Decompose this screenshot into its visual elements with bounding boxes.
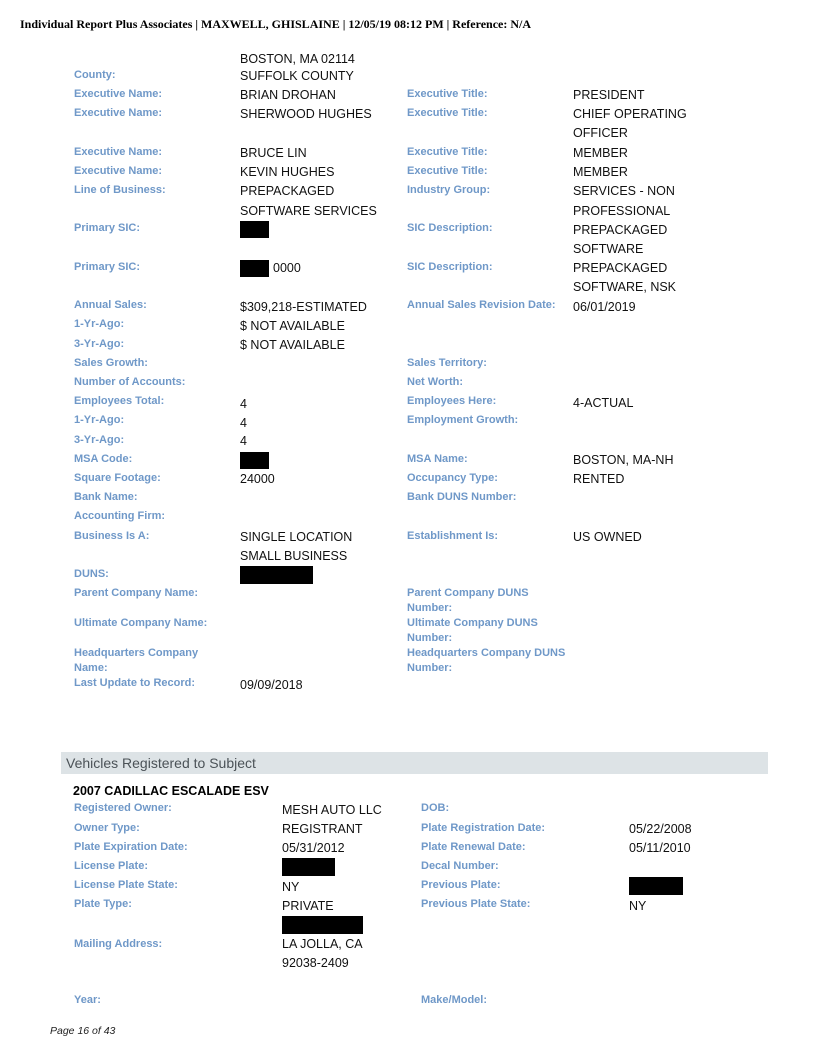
redaction-block bbox=[282, 858, 335, 876]
sales-territory-label: Sales Territory: bbox=[407, 357, 487, 369]
number-of-accounts-label: Number of Accounts: bbox=[74, 376, 186, 388]
executive-name: BRIAN DROHAN bbox=[240, 88, 336, 102]
dob-label: DOB: bbox=[421, 802, 450, 814]
hq-company-duns-label: Headquarters Company DUNS bbox=[407, 647, 566, 659]
annual-sales-label: Annual Sales: bbox=[74, 299, 147, 311]
establishment-is-label: Establishment Is: bbox=[407, 530, 499, 542]
license-plate-label: License Plate: bbox=[74, 860, 148, 872]
primary-sic-label: Primary SIC: bbox=[74, 261, 141, 273]
year-label: Year: bbox=[74, 994, 101, 1006]
parent-company-duns-label-continued: Number: bbox=[407, 602, 453, 614]
line-of-business-label: Line of Business: bbox=[74, 184, 166, 196]
executive-name-label: Executive Name: bbox=[74, 146, 163, 158]
sic-description-value: PREPACKAGED bbox=[573, 223, 668, 237]
owner-type-label: Owner Type: bbox=[74, 822, 140, 834]
annual-sales-value: $309,218-ESTIMATED bbox=[240, 300, 367, 314]
registered-owner-label: Registered Owner: bbox=[74, 802, 172, 814]
vehicles-section-header bbox=[61, 752, 768, 774]
executive-title-label: Executive Title: bbox=[407, 107, 488, 119]
executive-title: PRESIDENT bbox=[573, 88, 645, 102]
executive-name: KEVIN HUGHES bbox=[240, 165, 335, 179]
previous-plate-state-value: NY bbox=[629, 899, 647, 913]
primary-sic-value: 0000 bbox=[273, 261, 301, 275]
county-label: County: bbox=[74, 69, 116, 81]
establishment-is-value: US OWNED bbox=[573, 530, 642, 544]
annual-sales-revision-label: Annual Sales Revision Date: bbox=[407, 299, 556, 311]
mailing-address-label: Mailing Address: bbox=[74, 938, 163, 950]
vehicles-section-title: Vehicles Registered to Subject bbox=[66, 755, 256, 771]
plate-type-value: PRIVATE bbox=[282, 899, 334, 913]
msa-name-label: MSA Name: bbox=[407, 453, 468, 465]
mailing-address-value-continued: 92038-2409 bbox=[282, 956, 349, 970]
msa-code-label: MSA Code: bbox=[74, 453, 133, 465]
redaction-block bbox=[240, 452, 269, 469]
previous-plate-label: Previous Plate: bbox=[421, 879, 501, 891]
executive-name-label: Executive Name: bbox=[74, 107, 163, 119]
sic-description-value: PREPACKAGED bbox=[573, 261, 668, 275]
sic-description-label: SIC Description: bbox=[407, 261, 493, 273]
ultimate-company-duns-label-continued: Number: bbox=[407, 632, 453, 644]
sales-1yr-ago-label: 1-Yr-Ago: bbox=[74, 318, 125, 330]
employees-3yr-ago-value: 4 bbox=[240, 434, 247, 448]
line-of-business-value-continued: SOFTWARE SERVICES bbox=[240, 204, 377, 218]
hq-company-name-label-continued: Name: bbox=[74, 662, 108, 674]
square-footage-label: Square Footage: bbox=[74, 472, 161, 484]
executive-name-label: Executive Name: bbox=[74, 88, 163, 100]
employees-total-label: Employees Total: bbox=[74, 395, 165, 407]
employment-growth-label: Employment Growth: bbox=[407, 414, 519, 426]
industry-group-value-continued: PROFESSIONAL bbox=[573, 204, 671, 218]
plate-renewal-date-value: 05/11/2010 bbox=[629, 841, 691, 855]
parent-company-name-label: Parent Company Name: bbox=[74, 587, 199, 599]
executive-name: BRUCE LIN bbox=[240, 146, 307, 160]
executive-title: MEMBER bbox=[573, 146, 628, 160]
previous-plate-state-label: Previous Plate State: bbox=[421, 898, 531, 910]
executive-title: CHIEF OPERATING bbox=[573, 107, 687, 121]
executive-title-label: Executive Title: bbox=[407, 88, 488, 100]
plate-expiration-date-value: 05/31/2012 bbox=[282, 841, 345, 855]
square-footage-value: 24000 bbox=[240, 472, 275, 486]
decal-number-label: Decal Number: bbox=[421, 860, 499, 872]
executive-name: SHERWOOD HUGHES bbox=[240, 107, 372, 121]
redaction-block bbox=[240, 566, 313, 584]
plate-type-label: Plate Type: bbox=[74, 898, 132, 910]
net-worth-label: Net Worth: bbox=[407, 376, 464, 388]
hq-company-name-label: Headquarters Company bbox=[74, 647, 199, 659]
industry-group-value: SERVICES - NON bbox=[573, 184, 675, 198]
county-value: SUFFOLK COUNTY bbox=[240, 69, 354, 83]
parent-company-duns-label: Parent Company DUNS bbox=[407, 587, 529, 599]
duns-label: DUNS: bbox=[74, 568, 109, 580]
executive-title-label: Executive Title: bbox=[407, 165, 488, 177]
employees-here-label: Employees Here: bbox=[407, 395, 497, 407]
make-model-label: Make/Model: bbox=[421, 994, 488, 1006]
hq-company-duns-label-continued: Number: bbox=[407, 662, 453, 674]
mailing-address-value: LA JOLLA, CA bbox=[282, 937, 363, 951]
sic-description-label: SIC Description: bbox=[407, 222, 493, 234]
business-is-a-label: Business Is A: bbox=[74, 530, 150, 542]
plate-registration-date-value: 05/22/2008 bbox=[629, 822, 692, 836]
business-is-a-value: SINGLE LOCATION bbox=[240, 530, 353, 544]
bank-duns-label: Bank DUNS Number: bbox=[407, 491, 517, 503]
ultimate-company-name-label: Ultimate Company Name: bbox=[74, 617, 208, 629]
license-plate-state-value: NY bbox=[282, 880, 300, 894]
sales-1yr-ago-value: $ NOT AVAILABLE bbox=[240, 319, 345, 333]
line-of-business-value: PREPACKAGED bbox=[240, 184, 335, 198]
redaction-block bbox=[240, 221, 269, 238]
primary-sic-label: Primary SIC: bbox=[74, 222, 141, 234]
executive-title: MEMBER bbox=[573, 165, 628, 179]
page-number: Page 16 of 43 bbox=[50, 1025, 116, 1037]
employees-total-value: 4 bbox=[240, 397, 247, 411]
plate-expiration-date-label: Plate Expiration Date: bbox=[74, 841, 188, 853]
annual-sales-revision-value: 06/01/2019 bbox=[573, 300, 636, 314]
sales-growth-label: Sales Growth: bbox=[74, 357, 148, 369]
accounting-firm-label: Accounting Firm: bbox=[74, 510, 166, 522]
executive-title-label: Executive Title: bbox=[407, 146, 488, 158]
employees-1yr-ago-value: 4 bbox=[240, 416, 247, 430]
redaction-block bbox=[240, 260, 269, 277]
bank-name-label: Bank Name: bbox=[74, 491, 138, 503]
sales-3yr-ago-value: $ NOT AVAILABLE bbox=[240, 338, 345, 352]
employees-3yr-ago-label: 3-Yr-Ago: bbox=[74, 434, 125, 446]
plate-registration-date-label: Plate Registration Date: bbox=[421, 822, 546, 834]
redaction-block bbox=[629, 877, 683, 895]
license-plate-state-label: License Plate State: bbox=[74, 879, 178, 891]
employees-here-value: 4-ACTUAL bbox=[573, 396, 634, 410]
business-is-a-value-continued: SMALL BUSINESS bbox=[240, 549, 348, 563]
report-header: Individual Report Plus Associates | MAXWELL, GHISLAINE | 12/05/19 08:12 PM | Reference: N/A bbox=[20, 17, 532, 31]
redaction-block bbox=[282, 916, 363, 934]
address-line: BOSTON, MA 02114 bbox=[240, 52, 355, 66]
occupancy-type-label: Occupancy Type: bbox=[407, 472, 498, 484]
last-update-value: 09/09/2018 bbox=[240, 678, 303, 692]
sic-description-value-continued: SOFTWARE bbox=[573, 242, 644, 256]
executive-title-continued: OFFICER bbox=[573, 126, 628, 140]
msa-name-value: BOSTON, MA-NH bbox=[573, 453, 674, 467]
occupancy-type-value: RENTED bbox=[573, 472, 625, 486]
owner-type-value: REGISTRANT bbox=[282, 822, 363, 836]
sic-description-value-continued: SOFTWARE, NSK bbox=[573, 280, 677, 294]
vehicle-title: 2007 CADILLAC ESCALADE ESV bbox=[73, 784, 269, 798]
ultimate-company-duns-label: Ultimate Company DUNS bbox=[407, 617, 538, 629]
plate-renewal-date-label: Plate Renewal Date: bbox=[421, 841, 526, 853]
sales-3yr-ago-label: 3-Yr-Ago: bbox=[74, 338, 125, 350]
executive-name-label: Executive Name: bbox=[74, 165, 163, 177]
registered-owner-value: MESH AUTO LLC bbox=[282, 803, 382, 817]
industry-group-label: Industry Group: bbox=[407, 184, 491, 196]
employees-1yr-ago-label: 1-Yr-Ago: bbox=[74, 414, 125, 426]
last-update-label: Last Update to Record: bbox=[74, 677, 196, 689]
